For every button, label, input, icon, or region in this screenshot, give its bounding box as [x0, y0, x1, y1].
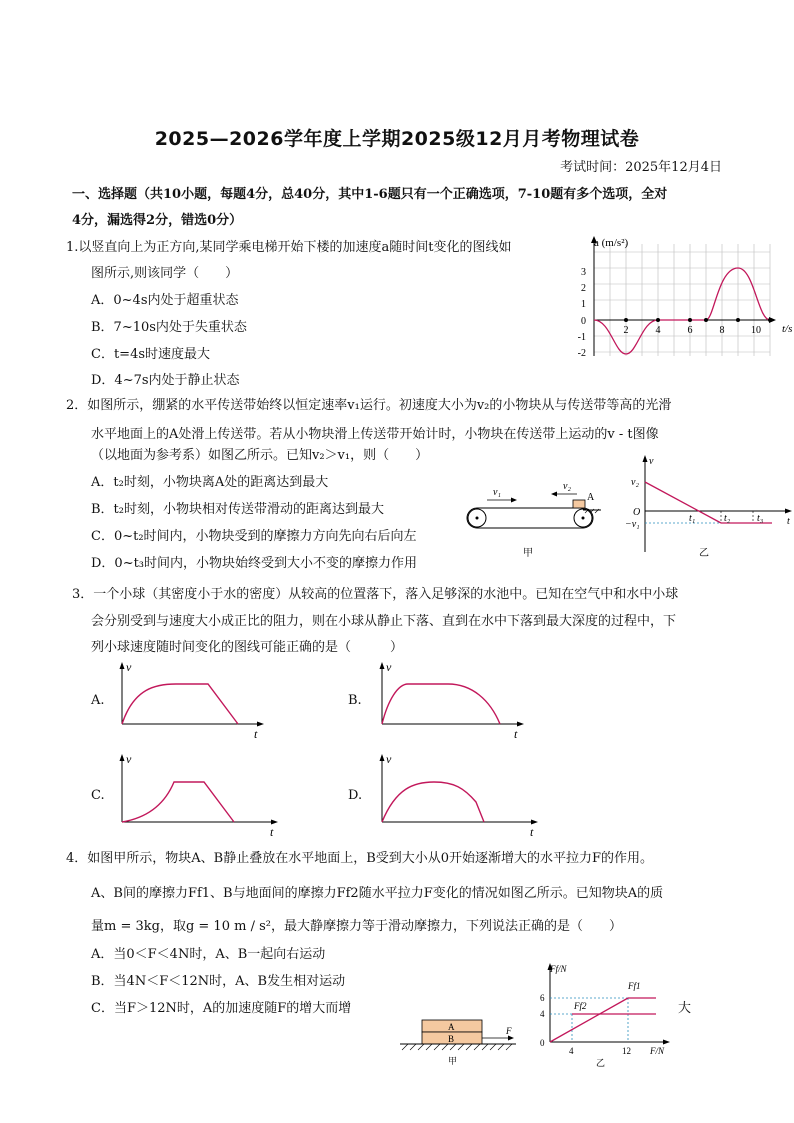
q1-stem-line1: 1.以竖直向上为正方向,某同学乘电梯开始下楼的加速度a随时间t变化的图线如	[66, 240, 512, 255]
q3-a-v: v	[126, 660, 132, 674]
q2-caption-yi: 乙	[699, 548, 709, 559]
q4-caption-jia: 甲	[448, 1056, 458, 1066]
q1-option-c: C．t=4s时速度最大	[91, 347, 211, 362]
q1-xtick-10: 10	[751, 325, 761, 336]
q4-ff1-line	[550, 998, 628, 1042]
q3-stem-line2: 会分别受到与速度大小成正比的阻力，则在小球从静止下落、直到在水中下落到最大深度的过程中，下	[91, 614, 677, 629]
q2-option-b: B．t₂时刻，小物块相对传送带滑动的距离达到最大	[91, 502, 384, 517]
q2-yi-t1: t₁	[689, 513, 696, 524]
q1-option-d: D．4~7s内处于静止状态	[91, 373, 240, 388]
q3-c-t: t	[270, 825, 274, 839]
q4-stem-line1: 4．如图甲所示，物块A、B静止叠放在水平地面上，B受到大小从0开始逐渐增大的水平拉力F的作用。	[66, 851, 654, 866]
q1-xtick-6: 6	[687, 325, 693, 336]
q4-option-c-tail: 大	[678, 1001, 692, 1016]
q4-figure-jia	[396, 1010, 520, 1072]
q3-stem-line3: 列小球速度随时间变化的图线可能正确的是（ ）	[91, 640, 404, 655]
q2-yi-v: v	[649, 456, 654, 467]
q2-yi-origin: O	[633, 507, 641, 518]
q2-yi-neg-v1: −v₁	[625, 519, 640, 530]
q4-figure-yi-friction-graph	[520, 958, 676, 1070]
q3-stem-line1: 3．一个小球（其密度小于水的密度）从较高的位置落下，落入足够深的水池中。已知在空气中和水中小球	[72, 587, 679, 602]
q4-option-c: C．当F＞12N时，A的加速度随F的增大而增	[91, 1001, 352, 1016]
q3-option-d-label: D.	[348, 788, 363, 803]
q1-ytick-0: 0	[581, 316, 586, 327]
q4-stem-line2: A、B间的摩擦力Ff1、B与地面间的摩擦力Ff2随水平拉力F变化的情况如图乙所示。已知物块A的质	[91, 886, 664, 901]
q3-curve-b	[382, 684, 500, 724]
q2-v1-label: v₁	[493, 487, 501, 498]
q1-y-label: a (m/s²)	[594, 237, 629, 249]
q4-yi-ylabel: Ff/N	[550, 964, 567, 974]
q3-b-t: t	[514, 727, 518, 741]
q2-figure-yi-vt-graph	[617, 452, 794, 566]
q2-option-d: D．0~t₃时间内，小物块始终受到大小不变的摩擦力作用	[91, 556, 418, 571]
q1-option-b: B．7~10s内处于失重状态	[91, 320, 247, 335]
q3-d-v: v	[386, 752, 392, 766]
q4-option-b: B．当4N＜F＜12N时，A、B发生相对运动	[91, 974, 346, 989]
q1-ytick-3: 3	[581, 267, 586, 278]
q1-xtick-8: 8	[719, 325, 725, 336]
q4-option-a: A．当0＜F＜4N时，A、B一起向右运动	[91, 947, 326, 962]
q1-ytick-1: 1	[581, 299, 586, 310]
q3-curve-d	[382, 782, 484, 822]
q4-caption-yi: 乙	[596, 1058, 606, 1068]
q2-block	[573, 500, 585, 508]
q1-x-label: t/s	[782, 323, 793, 335]
q2-vt-line-decel	[645, 482, 721, 523]
q2-stem-line3: （以地面为参考系）如图乙所示。已知v₂＞v₁，则（ ）	[91, 448, 429, 463]
q3-curve-a	[122, 684, 238, 724]
q2-figure-jia	[455, 478, 603, 562]
q4-yi-ff2: Ff2	[574, 1001, 587, 1011]
q3-a-t: t	[254, 727, 258, 741]
q4-label-b: B	[448, 1034, 455, 1044]
q3-option-c-label: C.	[91, 788, 105, 803]
q1-acceleration-curve	[594, 268, 770, 354]
q4-stem-line3: 量m = 3kg，取g = 10 m / s²，最大静摩擦力等于滑动摩擦力，下列说法正确的是（ ）	[91, 919, 622, 934]
q3-option-a-label: A.	[91, 693, 105, 708]
q4-yi-xlabel: F/N	[650, 1046, 665, 1056]
section-heading-line1: 一、选择题（共10小题，每题4分，总40分，其中1-6题只有一个正确选项，7-10题有多个选项，全对	[72, 187, 668, 202]
q2-yi-t3: t₃	[757, 513, 764, 524]
q3-graph-d	[372, 752, 542, 838]
q4-label-f: F	[506, 1026, 512, 1036]
q3-d-t: t	[530, 825, 534, 839]
q3-c-v: v	[126, 752, 132, 766]
section-heading-line2: 4分，漏选得2分，错选0分）	[72, 213, 243, 228]
q4-yi-xtick-12: 12	[622, 1046, 631, 1056]
q4-yi-origin: 0	[540, 1038, 545, 1048]
q1-xtick-2: 2	[623, 325, 629, 336]
q4-yi-ff1: Ff1	[628, 981, 641, 991]
q2-caption-jia: 甲	[523, 548, 533, 559]
q1-stem-line2: 图所示,则该同学（ ）	[91, 266, 239, 281]
q1-ytick-m2: -2	[577, 348, 586, 359]
q3-option-b-label: B.	[348, 693, 362, 708]
q2-yi-t: t	[787, 516, 790, 527]
q4-yi-ytick-6: 6	[540, 993, 545, 1003]
q2-stem-line2: 水平地面上的A处滑上传送带。若从小物块滑上传送带开始计时，小物块在传送带上运动的v - t图像	[91, 427, 659, 442]
q1-option-a: A．0~4s内处于超重状态	[91, 293, 239, 308]
q1-ytick-m1: -1	[577, 332, 586, 343]
q2-v2-label: v₂	[563, 481, 571, 492]
q2-option-c: C．0~t₂时间内，小物块受到的摩擦力方向先向右后向左	[91, 529, 417, 544]
q1-xtick-4: 4	[655, 325, 661, 336]
q3-curve-c	[122, 782, 234, 822]
q3-graph-a	[112, 660, 268, 742]
q4-yi-ytick-4: 4	[540, 1009, 545, 1019]
q2-option-a: A．t₂时刻，小物块离A处的距离达到最大	[91, 475, 329, 490]
q3-b-v: v	[386, 660, 392, 674]
q2-point-a: A	[587, 492, 595, 503]
q3-graph-c	[112, 752, 282, 838]
q3-graph-b	[372, 660, 528, 742]
exam-time: 考试时间：2025年12月4日	[560, 160, 722, 175]
q1-acceleration-graph	[560, 234, 793, 364]
q2-yi-t2: t₂	[724, 513, 731, 524]
q1-ytick-2: 2	[581, 283, 586, 294]
q2-stem-line1: 2．如图所示，绷紧的水平传送带始终以恒定速率v₁运行。初速度大小为v₂的小物块从与传送带等高的光滑	[66, 398, 672, 413]
q4-label-a: A	[448, 1022, 455, 1032]
q4-yi-xtick-4: 4	[569, 1046, 574, 1056]
q2-yi-v2: v₂	[631, 477, 639, 488]
page-title: 2025—2026学年度上学期2025级12月月考物理试卷	[154, 128, 640, 150]
